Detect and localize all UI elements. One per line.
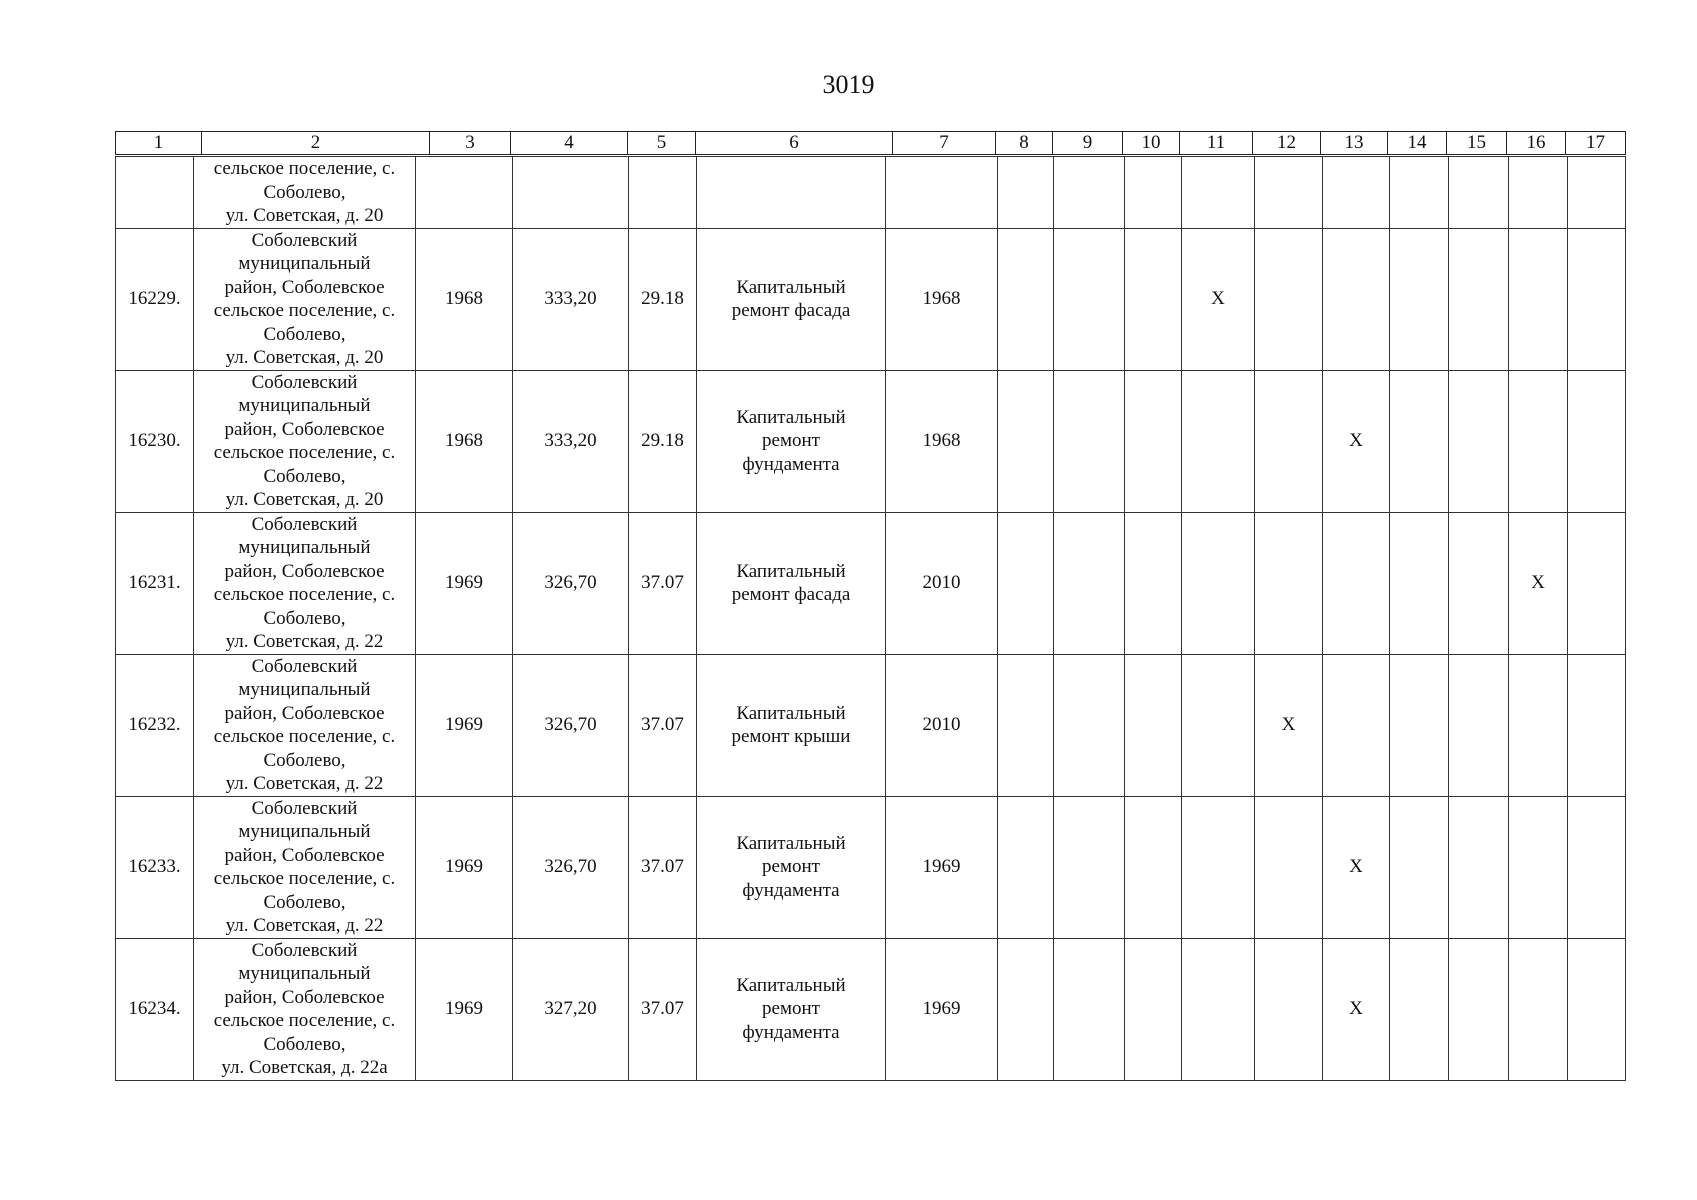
cell-empty — [998, 228, 1054, 370]
work-line: ремонт крыши — [731, 726, 851, 747]
cell-empty — [1390, 228, 1449, 370]
cell-address — [194, 654, 416, 796]
column-header: 16 — [1507, 132, 1566, 155]
cell-year-built: 1969 — [416, 796, 513, 938]
cell-empty — [1390, 796, 1449, 938]
cell-empty — [1054, 512, 1125, 654]
cell-area: 333,20 — [513, 228, 629, 370]
column-header: 12 — [1253, 132, 1321, 155]
address-line: муниципальный — [238, 253, 371, 274]
work-line: ремонт — [762, 998, 820, 1020]
column-header: 6 — [696, 132, 893, 155]
column-header: 14 — [1388, 132, 1447, 155]
address-line: Соболево, — [263, 749, 346, 771]
cell-empty — [998, 938, 1054, 1080]
cell-empty — [998, 157, 1054, 229]
cell-year-last-repair: 2010 — [886, 654, 998, 796]
cell-address — [194, 796, 416, 938]
cell-work-type — [697, 938, 886, 1080]
cell-empty — [1255, 796, 1323, 938]
cell-empty — [1509, 938, 1568, 1080]
table-body — [116, 157, 1626, 1081]
cell-empty — [1054, 796, 1125, 938]
column-header: 9 — [1053, 132, 1123, 155]
cell-num: 16233. — [116, 796, 194, 938]
cell-mark: Х — [1182, 228, 1255, 370]
cell-empty — [1255, 228, 1323, 370]
cell-empty — [1255, 157, 1323, 229]
cell-empty — [1054, 938, 1125, 1080]
cell-address — [194, 512, 416, 654]
cell-empty — [1182, 938, 1255, 1080]
cell-address — [194, 938, 416, 1080]
address-line: Соболевский — [251, 513, 358, 535]
address-line: муниципальный — [238, 963, 371, 984]
cell-area: 326,70 — [513, 654, 629, 796]
cell-empty — [1125, 228, 1182, 370]
cell-empty — [1568, 370, 1626, 512]
cell-empty — [1449, 370, 1509, 512]
work-line: Капитальный — [736, 702, 846, 724]
cell-empty — [1568, 157, 1626, 229]
cell-num: 16234. — [116, 938, 194, 1080]
table-row — [116, 370, 1626, 512]
cell-empty — [1449, 796, 1509, 938]
address-line: сельское поселение, с. — [213, 726, 396, 747]
column-header: 1 — [116, 132, 202, 155]
cell-year-built: 1968 — [416, 228, 513, 370]
address-line: Соболево, — [263, 323, 346, 345]
work-line: ремонт — [762, 430, 820, 452]
work-line: Капитальный — [736, 276, 846, 298]
table-row — [116, 654, 1626, 796]
cell-area: 326,70 — [513, 796, 629, 938]
cell-empty — [1390, 512, 1449, 654]
cell-empty — [1449, 157, 1509, 229]
cell-address — [194, 228, 416, 370]
address-line: район, Соболевское — [224, 276, 385, 298]
address-line: ул. Советская, д. 22 — [225, 773, 384, 794]
address-line: Соболево, — [263, 607, 346, 629]
cell-year-built: 1969 — [416, 512, 513, 654]
cell-year-last-repair: 1969 — [886, 796, 998, 938]
table-row-continuation — [116, 157, 1626, 229]
cell-empty — [1054, 228, 1125, 370]
cell-wear: 37.07 — [629, 796, 697, 938]
work-line: Капитальный — [736, 974, 846, 996]
address-line: Соболево, — [263, 465, 346, 487]
cell-year-built: 1968 — [416, 370, 513, 512]
cell-empty — [1449, 654, 1509, 796]
cell-mark: Х — [1323, 370, 1390, 512]
column-header: 3 — [430, 132, 511, 155]
address-line: муниципальный — [238, 395, 371, 416]
cell-empty — [1125, 654, 1182, 796]
cell-empty — [1568, 654, 1626, 796]
work-line: Капитальный — [736, 406, 846, 428]
cell-empty — [1125, 370, 1182, 512]
page-number: 3019 — [822, 70, 875, 99]
cell-empty — [1255, 370, 1323, 512]
cell-address — [194, 157, 416, 229]
cell-empty — [1509, 157, 1568, 229]
address-line: муниципальный — [238, 537, 371, 558]
cell-empty — [629, 157, 697, 229]
cell-wear: 29.18 — [629, 370, 697, 512]
column-header: 13 — [1321, 132, 1388, 155]
cell-empty — [1125, 512, 1182, 654]
address-line: Соболевский — [251, 229, 358, 251]
cell-empty — [1390, 370, 1449, 512]
work-line: ремонт фасада — [731, 584, 851, 605]
column-header: 17 — [1566, 132, 1626, 155]
cell-empty — [998, 654, 1054, 796]
cell-empty — [1449, 512, 1509, 654]
column-header: 8 — [996, 132, 1053, 155]
address-line: ул. Советская, д. 22а — [221, 1057, 388, 1078]
cell-num: 16230. — [116, 370, 194, 512]
address-line: сельское поселение, с. — [213, 868, 396, 889]
cell-empty — [1255, 938, 1323, 1080]
column-header: 7 — [893, 132, 996, 155]
cell-mark: Х — [1509, 512, 1568, 654]
cell-empty — [1182, 796, 1255, 938]
address-line: Соболевский — [251, 371, 358, 393]
cell-empty — [1323, 228, 1390, 370]
cell-area: 333,20 — [513, 370, 629, 512]
cell-empty — [1054, 370, 1125, 512]
cell-year-last-repair: 1969 — [886, 938, 998, 1080]
cell-empty — [1125, 157, 1182, 229]
cell-mark: Х — [1323, 938, 1390, 1080]
cell-wear: 37.07 — [629, 512, 697, 654]
cell-empty — [513, 157, 629, 229]
cell-wear: 37.07 — [629, 938, 697, 1080]
table-row — [116, 796, 1626, 938]
address-line: ул. Советская, д. 22 — [225, 915, 384, 936]
cell-empty — [697, 157, 886, 229]
address-line: Соболевский — [251, 797, 358, 819]
cell-year-built: 1969 — [416, 654, 513, 796]
address-line: район, Соболевское — [224, 702, 385, 724]
column-header: 15 — [1447, 132, 1507, 155]
address-line: район, Соболевское — [224, 560, 385, 582]
cell-empty — [1449, 938, 1509, 1080]
work-line: фундамента — [742, 879, 840, 901]
address-line: Соболевский — [251, 655, 358, 677]
work-line: Капитальный — [736, 832, 846, 854]
column-header: 5 — [628, 132, 696, 155]
cell-num: 16231. — [116, 512, 194, 654]
cell-work-type — [697, 796, 886, 938]
address-line: ул. Советская, д. 20 — [225, 347, 384, 368]
address-line: ул. Советская, д. 20 — [225, 489, 384, 510]
column-header: 2 — [202, 132, 430, 155]
cell-empty — [1323, 512, 1390, 654]
cell-empty — [1449, 228, 1509, 370]
cell-year-last-repair: 1968 — [886, 370, 998, 512]
work-line: ремонт фасада — [731, 300, 851, 321]
address-line: сельское поселение, с. — [213, 1010, 396, 1031]
cell-empty — [1255, 512, 1323, 654]
cell-work-type — [697, 512, 886, 654]
address-line: сельское поселение, с. — [213, 300, 396, 321]
cell-empty — [1390, 157, 1449, 229]
cell-empty — [1182, 512, 1255, 654]
data-table — [115, 156, 1626, 1081]
cell-empty — [1182, 654, 1255, 796]
cell-empty — [1568, 512, 1626, 654]
cell-empty — [1509, 370, 1568, 512]
cell-empty — [1390, 938, 1449, 1080]
cell-empty — [998, 796, 1054, 938]
table-row — [116, 512, 1626, 654]
cell-address — [194, 370, 416, 512]
cell-area: 327,20 — [513, 938, 629, 1080]
cell-work-type — [697, 228, 886, 370]
cell-empty — [1323, 157, 1390, 229]
cell-year-built: 1969 — [416, 938, 513, 1080]
work-line: Капитальный — [736, 560, 846, 582]
address-line: сельское поселение, с. — [213, 442, 396, 463]
address-line: район, Соболевское — [224, 844, 385, 866]
cell-wear: 29.18 — [629, 228, 697, 370]
address-line: район, Соболевское — [224, 418, 385, 440]
cell-empty — [1509, 228, 1568, 370]
work-line: фундамента — [742, 1021, 840, 1043]
cell-work-type — [697, 654, 886, 796]
cell-work-type — [697, 370, 886, 512]
address-line: ул. Советская, д. 20 — [225, 205, 384, 226]
address-line: Соболево, — [263, 1033, 346, 1055]
cell-num: 16232. — [116, 654, 194, 796]
address-line: сельское поселение, с. — [213, 584, 396, 605]
column-header: 11 — [1180, 132, 1253, 155]
work-line: фундамента — [742, 453, 840, 475]
cell-wear: 37.07 — [629, 654, 697, 796]
cell-empty — [1125, 796, 1182, 938]
cell-empty — [1054, 157, 1125, 229]
cell-area: 326,70 — [513, 512, 629, 654]
cell-empty — [998, 370, 1054, 512]
cell-mark: Х — [1255, 654, 1323, 796]
cell-year-last-repair: 2010 — [886, 512, 998, 654]
cell-empty — [416, 157, 513, 229]
column-header-row — [116, 132, 1626, 155]
table-row — [116, 228, 1626, 370]
cell-num: 16229. — [116, 228, 194, 370]
cell-empty — [1390, 654, 1449, 796]
cell-empty — [1323, 654, 1390, 796]
cell-mark: Х — [1323, 796, 1390, 938]
address-line: Соболево, — [263, 181, 346, 203]
cell-empty — [998, 512, 1054, 654]
address-line: муниципальный — [238, 679, 371, 700]
address-line: муниципальный — [238, 821, 371, 842]
cell-empty — [886, 157, 998, 229]
column-header: 4 — [511, 132, 628, 155]
table-row — [116, 938, 1626, 1080]
cell-empty — [1125, 938, 1182, 1080]
column-header-table — [115, 131, 1626, 155]
cell-num — [116, 157, 194, 229]
address-line: сельское поселение, с. — [213, 158, 396, 179]
cell-empty — [1054, 654, 1125, 796]
address-line: Соболево, — [263, 891, 346, 913]
column-header: 10 — [1123, 132, 1180, 155]
cell-empty — [1568, 796, 1626, 938]
cell-empty — [1182, 370, 1255, 512]
work-line: ремонт — [762, 856, 820, 878]
cell-empty — [1568, 938, 1626, 1080]
cell-year-last-repair: 1968 — [886, 228, 998, 370]
cell-empty — [1568, 228, 1626, 370]
cell-empty — [1509, 654, 1568, 796]
cell-empty — [1509, 796, 1568, 938]
address-line: район, Соболевское — [224, 986, 385, 1008]
address-line: Соболевский — [251, 939, 358, 961]
cell-empty — [1182, 157, 1255, 229]
address-line: ул. Советская, д. 22 — [225, 631, 384, 652]
